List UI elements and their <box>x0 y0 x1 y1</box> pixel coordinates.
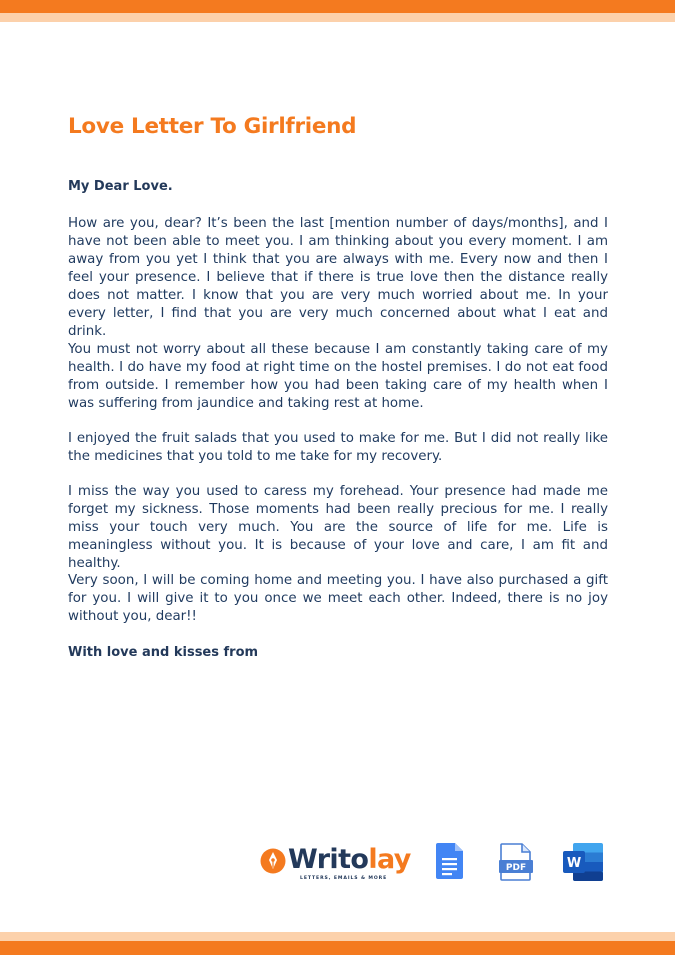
letter-paragraph: You must not worry about all these because I am constantly taking care of my health. I do have my food at right time on the hostel premises. I do not eat food from outside. I remember how you had been taking care of my health when I was suffering from jaundice and taking rest at home. <box>68 342 608 411</box>
word-icon[interactable] <box>563 843 603 881</box>
letter-closing: With love and kisses from <box>68 645 259 660</box>
logo-word-part-2: lay <box>368 844 411 875</box>
logo-wordmark <box>288 843 411 877</box>
pen-nib-icon <box>260 848 286 874</box>
letter-paragraph: How are you, dear? It’s been the last [mention number of days/months], and I have not been able to meet you. I am thinking about you every moment. I am away from you yet I think that you are always with me. Every now and then I feel your presence. I believe that if there is true love then the distance really does not matter. I know that you are very much worried about me. In your every letter, I find that you are very much concerned about what I eat and drink. <box>68 216 608 339</box>
pdf-icon[interactable] <box>499 843 533 881</box>
bottom-border-dark <box>0 941 675 955</box>
pdf-label: PDF <box>505 863 527 873</box>
top-border-dark <box>0 0 675 13</box>
letter-paragraph: Very soon, I will be coming home and meeting you. I have also purchased a gift for you. I will give it to you once we meet each other. Indeed, there is no joy without you, dear!! <box>68 573 608 624</box>
writolay-logo[interactable] <box>260 844 411 885</box>
page-title: Love Letter To Girlfriend <box>68 114 357 139</box>
google-docs-icon[interactable] <box>436 843 463 879</box>
bottom-border-light <box>0 932 675 941</box>
letter-paragraph: I enjoyed the fruit salads that you used to make for me. But I did not really like the medicines that you told to me take for my recovery. <box>68 431 608 464</box>
letter-greeting: My Dear Love. <box>68 179 173 194</box>
word-label: W <box>566 856 582 871</box>
logo-tagline: LETTERS, EMAILS & MORE <box>300 876 388 881</box>
letter-paragraph: I miss the way you used to caress my forehead. Your presence had made me forget my sickness. Those moments had been really precious for me. I really miss your touch very much. You are the source of life for me. Life is meaningless without you. It is because of your love and care, I am fit and healthy. <box>68 484 608 571</box>
top-border-light <box>0 13 675 22</box>
logo-word-part-1: Writo <box>288 844 369 875</box>
